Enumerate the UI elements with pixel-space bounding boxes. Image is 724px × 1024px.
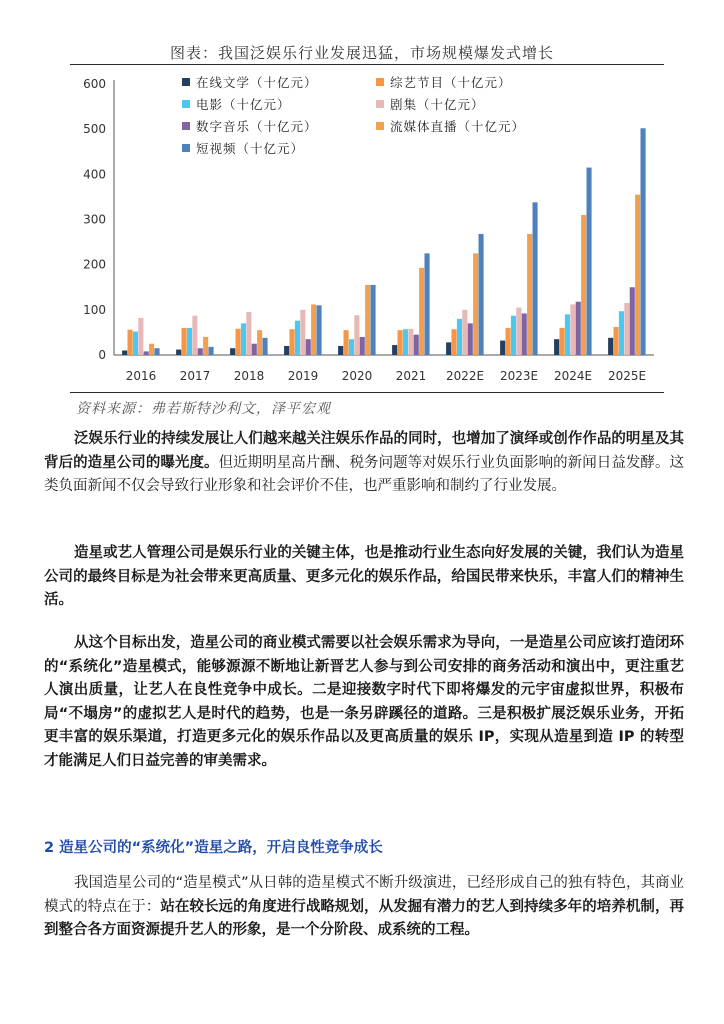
x-tick-label: 2020	[341, 369, 373, 383]
bar-2025E-1	[614, 327, 619, 355]
bar-2025E-6	[641, 128, 646, 355]
bar-2017-6	[209, 347, 214, 355]
figure-source: 资料来源：弗若斯特沙利文，泽平宏观	[76, 401, 331, 417]
y-tick-label: 0	[98, 348, 106, 362]
x-tick-label: 2017	[179, 369, 211, 383]
bar-2018-4	[252, 344, 257, 355]
bar-2023E-6	[533, 202, 538, 355]
paragraph-1-text: 但近期明星高片酬、税务问题等对娱乐行业负面影响的新闻日益发酵。这类负面新闻不仅会导致行业形象和社会评价不佳，也严重影响和制约了行业发展。	[44, 454, 685, 494]
y-tick-label: 400	[83, 167, 106, 182]
figure-top-rule	[70, 64, 664, 65]
bar-2024E-0	[554, 339, 559, 355]
bar-2021-6	[425, 253, 430, 355]
x-tick-label: 2023E	[499, 369, 539, 383]
y-tick-label: 200	[83, 257, 106, 272]
bar-2020-5	[365, 285, 370, 355]
bar-2016-3	[138, 318, 143, 355]
bar-2025E-0	[608, 338, 613, 355]
bar-2021-5	[419, 268, 424, 355]
bar-2020-4	[360, 337, 365, 355]
legend-label-6: 短视频（十亿元）	[196, 141, 305, 156]
legend-label-3: 剧集（十亿元）	[390, 97, 485, 112]
bar-2022E-1	[452, 329, 457, 355]
bar-2018-3	[246, 312, 251, 355]
bar-2025E-3	[624, 303, 629, 355]
y-tick-label: 100	[83, 302, 106, 317]
y-tick-label: 600	[83, 77, 106, 91]
paragraph-4-text: 我国造星公司的“造星模式”从日韩的造星模式不断升级演进，已经形成自己的独有特色，其商业模式的特点在于：	[44, 875, 684, 915]
legend-label-0: 在线文学（十亿元）	[196, 75, 318, 90]
bar-2017-5	[203, 337, 208, 355]
legend-swatch-2	[182, 100, 190, 108]
bar-2020-3	[354, 315, 359, 355]
x-tick-label: 2018	[233, 369, 265, 383]
bar-2020-6	[371, 285, 376, 355]
legend-swatch-5	[376, 122, 384, 130]
bar-2018-2	[241, 323, 246, 355]
y-tick-label: 300	[83, 212, 106, 227]
bar-2020-1	[344, 330, 349, 355]
bar-2024E-6	[587, 168, 592, 355]
bar-2024E-4	[576, 302, 581, 355]
bar-2016-2	[133, 332, 138, 355]
figure-title: 图表：我国泛娱乐行业发展迅猛，市场规模爆发式增长	[169, 44, 554, 62]
bar-2020-0	[338, 346, 343, 355]
bar-2017-1	[182, 328, 187, 355]
bar-chart	[70, 66, 664, 391]
bar-2023E-2	[511, 316, 516, 355]
bar-2019-1	[290, 329, 295, 355]
bar-2019-4	[306, 339, 311, 355]
x-tick-label: 2019	[287, 369, 319, 383]
paragraph-1-bold: 泛娱乐行业的持续发展让人们越来越关注娱乐作品的同时，也增加了演绎或创作作品的明星及其背后的造星公司的曝光度。	[44, 431, 684, 471]
bar-2017-4	[198, 348, 203, 355]
paragraph-1	[44, 428, 684, 499]
bar-2024E-1	[560, 328, 565, 355]
y-tick-label: 500	[83, 122, 106, 137]
bar-2021-4	[414, 335, 419, 355]
section-heading: 2 造星公司的“系统化”造星之路，开启良性竞争成长	[44, 840, 383, 856]
bar-2025E-4	[630, 287, 635, 355]
bar-2023E-5	[527, 234, 532, 355]
legend-swatch-0	[182, 78, 190, 86]
bar-2021-2	[403, 329, 408, 355]
legend-label-5: 流媒体直播（十亿元）	[390, 119, 526, 134]
bar-2022E-0	[446, 342, 451, 355]
paragraph-4	[44, 872, 684, 943]
x-tick-label: 2022E	[445, 369, 485, 383]
bar-2020-2	[349, 339, 354, 355]
bar-2018-5	[257, 330, 262, 355]
bar-2019-5	[311, 304, 316, 355]
bar-2017-3	[192, 316, 197, 355]
bar-2022E-6	[479, 234, 484, 355]
paragraph-2	[44, 542, 684, 613]
bar-2016-6	[155, 348, 160, 355]
bar-2023E-0	[500, 341, 505, 355]
bar-2016-0	[122, 350, 127, 355]
bar-2018-1	[236, 329, 241, 355]
legend-swatch-3	[376, 100, 384, 108]
x-tick-label: 2024E	[553, 369, 593, 383]
bar-2016-5	[149, 344, 154, 355]
bar-2022E-3	[462, 310, 467, 355]
paragraph-4-bold: 站在较长远的角度进行战略规划，从发掘有潜力的艺人到持续多年的培养机制，再到整合各方面资源提升艺人的形象，是一个分阶段、成系统的工程。	[44, 898, 684, 938]
bar-2024E-2	[565, 314, 570, 355]
x-tick-label: 2025E	[607, 369, 647, 383]
paragraph-3-bold: 从这个目标出发，造星公司的商业模式需要以社会娱乐需求为导向，一是造星公司应该打造闭环的“系统化”造星模式，能够源源不断地让新晋艺人参与到公司安排的商务活动和演出中，更注重艺人演出质量，让艺人在良性竞争中成长。二是迎接数字时代下即将爆发的元宇宙虚拟世界，积极布局“不塌房”的虚拟艺人是时代的趋势，也是一条另辟蹊径的道路。三是积极扩展泛娱乐业务，开拓更丰富的娱乐渠道，打造更多元化的娱乐作品以及更高质量的娱乐 IP，实现从造星到造 IP 的转型才能满足人们日益完善的审美需求。	[44, 635, 684, 769]
x-tick-label: 2016	[125, 369, 157, 383]
bar-2016-4	[144, 351, 149, 355]
bar-2023E-3	[516, 308, 521, 355]
bar-2024E-5	[581, 215, 586, 355]
bar-2019-2	[295, 321, 300, 355]
bar-2023E-1	[506, 328, 511, 355]
bar-2019-6	[317, 305, 322, 355]
bar-2018-6	[263, 338, 268, 355]
legend-swatch-4	[182, 122, 190, 130]
bar-2019-3	[300, 310, 305, 355]
bar-2021-0	[392, 345, 397, 355]
bar-2022E-5	[473, 253, 478, 355]
bar-2021-1	[398, 330, 403, 355]
legend-swatch-1	[376, 78, 384, 86]
bar-2017-2	[187, 328, 192, 355]
legend-swatch-6	[182, 144, 190, 152]
bar-2018-0	[230, 348, 235, 355]
bar-2022E-2	[457, 319, 462, 355]
bar-2022E-4	[468, 323, 473, 355]
figure-bottom-rule	[70, 392, 664, 393]
legend-label-1: 综艺节目（十亿元）	[390, 75, 512, 90]
bar-2017-0	[176, 350, 181, 355]
bar-2023E-4	[522, 313, 527, 355]
bar-2016-1	[128, 330, 133, 355]
paragraph-3	[44, 632, 684, 773]
bar-2021-3	[408, 329, 413, 355]
x-tick-label: 2021	[395, 369, 427, 383]
bar-2019-0	[284, 346, 289, 355]
bar-2024E-3	[570, 304, 575, 355]
bar-2025E-2	[619, 311, 624, 355]
paragraph-2-bold: 造星或艺人管理公司是娱乐行业的关键主体，也是推动行业生态向好发展的关键，我们认为造星公司的最终目标是为社会带来更高质量、更多元化的娱乐作品，给国民带来快乐，丰富人们的精神生活。	[44, 545, 684, 608]
legend-label-4: 数字音乐（十亿元）	[196, 119, 318, 134]
legend-label-2: 电影（十亿元）	[196, 97, 291, 112]
bar-2025E-5	[635, 195, 640, 355]
